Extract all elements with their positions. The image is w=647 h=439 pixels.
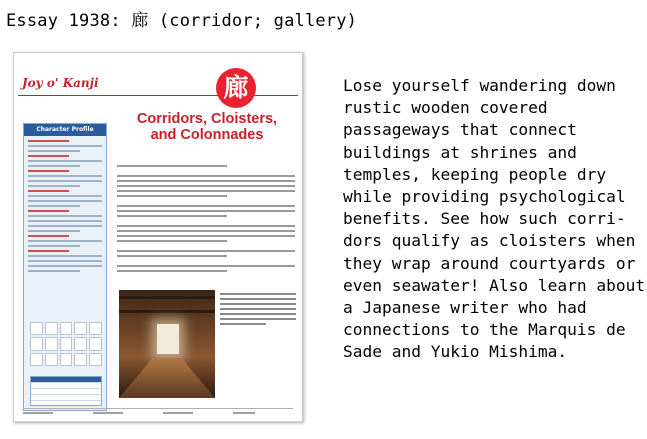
kanji-badge: 廊 <box>216 68 256 108</box>
essay-thumbnail[interactable] <box>13 52 303 422</box>
header-divider <box>18 95 298 96</box>
read-all-about-it-table <box>30 376 102 406</box>
description-line: dors qualify as cloisters when <box>343 231 636 251</box>
description-line: they wrap around courtyards or <box>343 253 636 273</box>
essay-headline <box>117 111 297 143</box>
description-line: even seawater! Also learn about <box>343 275 646 295</box>
photo-caption <box>220 293 296 328</box>
description-line: buildings at shrines and <box>343 142 577 162</box>
description-line: benefits. See how such corri- <box>343 209 626 229</box>
description-line: while providing psychological <box>343 187 626 207</box>
description-line: a Japanese writer who had <box>343 298 587 318</box>
description-line: passageways that connect <box>343 120 577 140</box>
stroke-order-grid <box>30 322 102 366</box>
joy-o-kanji-logo: Joy o' Kanji <box>22 76 99 90</box>
headline-line-2: and Colonnades <box>150 127 264 143</box>
description-line: Lose yourself wandering down <box>343 76 616 95</box>
description-line: connections to the Marquis de <box>343 320 626 340</box>
essay-body-text <box>117 165 295 280</box>
corridor-photo <box>119 290 215 398</box>
headline-line-1: Corridors, Cloisters, <box>136 111 278 127</box>
character-profile-sidebar <box>23 123 107 411</box>
description-line: Sade and Yukio Mishima. <box>343 342 568 362</box>
page-footer <box>23 408 293 412</box>
essay-title: Essay 1938: 廊 (corridor; gallery) <box>6 11 358 31</box>
character-profile-heading: Character Profile <box>24 124 106 136</box>
profile-text-lines <box>24 136 106 279</box>
description-line: rustic wooden covered <box>343 98 548 118</box>
description-line: temples, keeping people dry <box>343 164 607 184</box>
essay-description <box>343 75 646 364</box>
